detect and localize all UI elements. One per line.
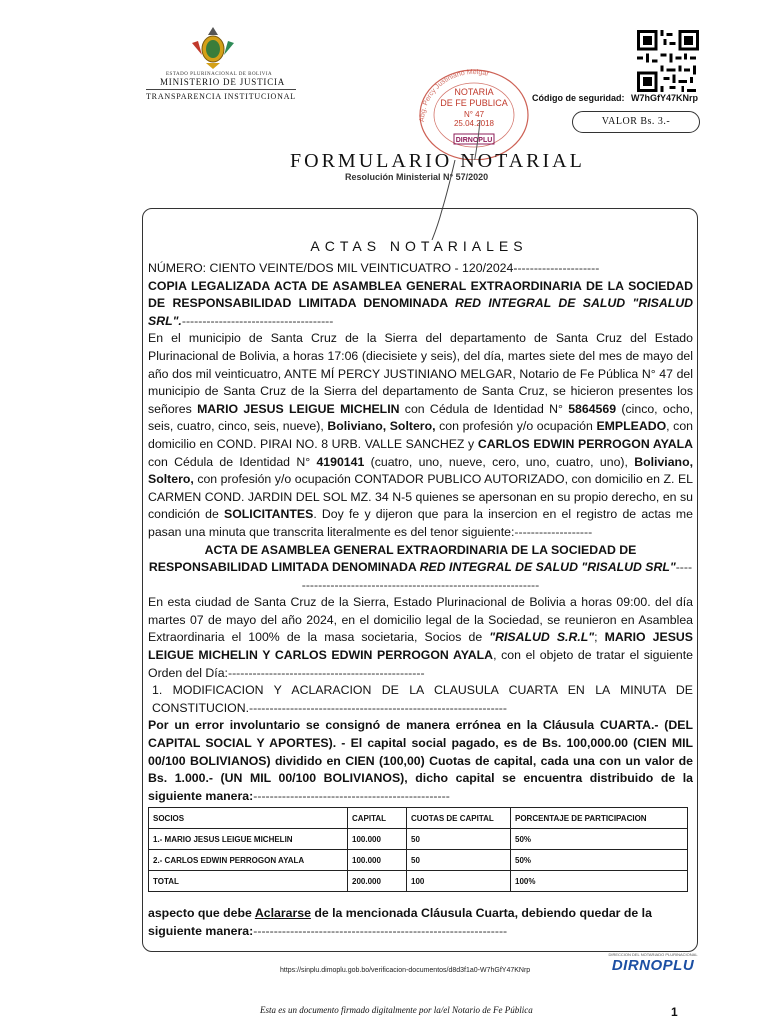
table-cell: 2.- CARLOS EDWIN PERROGON AYALA xyxy=(149,850,348,871)
table-cell: 100% xyxy=(511,871,688,892)
ministry-name: MINISTERIO DE JUSTICIA xyxy=(160,77,286,87)
security-code-value: W7hGfY47KNrp xyxy=(631,93,699,103)
verification-link[interactable]: https://sinplu.dimoplu.gob.bo/verificacion-documentos/d8d3f1a0-W7hGfY47KNrp xyxy=(280,967,531,974)
copia-company: RED INTEGRAL DE SALUD "RISALUD SRL". xyxy=(148,296,693,328)
ci-mario: 5864569 xyxy=(568,401,617,416)
document-heading: ACTAS NOTARIALES xyxy=(310,238,528,254)
paragraph-3: Por un error involuntario se consignó de manera errónea en la Cláusula CUARTA.- (DEL CAPITAL SOCIAL Y APORTES). - El capital social pagado, es de Bs. 100,000.00 (CIEN MIL 00/100 BOLIVIANOS) dividido en CIEN (100,00) Cuotas de capital, cada una con un valor de Bs. 1.000.- (UN MIL 00/100 BOLIVIANOS), dicho capital se encuentra distribuido de la siguiente manera:------------------------------------------------ xyxy=(148,718,693,803)
numero-line: NÚMERO: CIENTO VEINTE/DOS MIL VEINTICUATRO - 120/2024--------------------- xyxy=(148,261,600,275)
resolution: Resolución Ministerial N° 57/2020 xyxy=(345,172,489,182)
paragraph-2: En esta ciudad de Santa Cruz de la Sierra, Estado Plurinacional de Bolivia a horas 09:00. del día martes 07 de mayo del año 2024, en el domicilio legal de la Sociedad, se reunieron en Asamblea Extraordinaria el 100% de la masa societaria, Socios de "RISALUD S.R.L"; MARIO JESUS LEIGUE MICHELIN Y CARLOS EDWIN PERROGON AYALA, con el objeto de tratar el siguiente Orden del Día:------------------------------------------------ xyxy=(148,595,693,680)
stamp-line2: DE FE PUBLICA xyxy=(440,98,508,108)
stamp-line1: NOTARIA xyxy=(454,87,494,97)
document-body xyxy=(148,260,693,805)
paragraph-1: En el municipio de Santa Cruz de la Sierra del departamento de Santa Cruz del Estado Plurinacional de Bolivia, a horas 17:06 (diecisiete y seis), del día, martes siete del mes de mayo del año dos mil veinticuatro, ANTE MÍ PERCY JUSTINIANO MELGAR, Notario de Fe Pública N° 47 del municipio de Santa Cruz de la Sierra del departamento de Santa Cruz, se hicieron presentes los señores MARIO JESUS LEIGUE MICHELIN con Cédula de Identidad N° 5864569 (cinco, ocho, seis, cuatro, cinco, seis, nueve), Boliviano, Soltero, con profesión y/o ocupación EMPLEADO, con domicilio en COND. PIRAI NO. 8 URB. VALLE SANCHEZ y CARLOS EDWIN PERROGON AYALA con Cédula de Identidad N° 4190141 (cuatro, uno, nueve, cero, uno, cuatro, uno), Boliviano, Soltero, con profesión y/o ocupación CONTADOR PUBLICO AUTORIZADO, con domicilio en Z. EL CARMEN COND. JARDIN DEL SOL MZ. 34 N-5 quienes se apersonan en su propio derecho, en su condición de SOLICITANTES. Doy fe y dijeron que para la insercion en el registro de actas me pasan una minuta que transcrita literalmente es del tenor siguiente:------------------- xyxy=(148,331,693,539)
table-cell: 50 xyxy=(407,829,511,850)
table-cell: 100 xyxy=(407,871,511,892)
table-row xyxy=(149,829,688,850)
table-row xyxy=(149,850,688,871)
table-header-row xyxy=(149,808,688,829)
valor-badge: VALOR Bs. 3.- xyxy=(572,111,700,133)
ci-carlos: 4190141 xyxy=(316,454,365,469)
name-carlos: CARLOS EDWIN PERROGON AYALA xyxy=(477,436,693,451)
dirnoplu-name: DIRNOPLU xyxy=(611,957,695,974)
stamp-date: 25.04.2018 xyxy=(453,119,495,128)
copia-prefix: COPIA LEGALIZADA ACTA DE ASAMBLEA GENERAL EXTRAORDINARIA DE LA SOCIEDAD DE RESPONSABILIDAD LIMITADA DENOMINADA xyxy=(148,278,693,311)
table-total-row xyxy=(149,871,688,892)
name-mario: MARIO JESUS LEIGUE MICHELIN xyxy=(197,401,400,416)
form-title: FORMULARIO NOTARIAL xyxy=(290,150,585,172)
header-divider xyxy=(146,89,296,90)
table-cell: 200.000 xyxy=(348,871,407,892)
page-number: 1 xyxy=(671,1005,678,1019)
table-cell: 50% xyxy=(511,829,688,850)
ministry-state-label: ESTADO PLURINACIONAL DE BOLIVIA xyxy=(166,72,273,77)
security-code xyxy=(532,93,698,103)
qr-code-icon xyxy=(636,30,700,92)
table-cell: 50 xyxy=(407,850,511,871)
table-header: PORCENTAJE DE PARTICIPACION xyxy=(511,808,688,829)
ministry-header xyxy=(140,72,310,101)
notary-stamp xyxy=(410,60,538,160)
stamp-line3: N° 47 xyxy=(463,110,485,119)
acta-title: ACTA DE ASAMBLEA GENERAL EXTRAORDINARIA DE LA SOCIEDAD DE RESPONSABILIDAD LIMITADA DENOMINADA RED INTEGRAL DE SALUD "RISALUD SRL"-------------------------------------------------------------- xyxy=(148,542,693,592)
stamp-ring-text: Abg. Percy Justiniano Melgar xyxy=(418,68,490,123)
table-header: SOCIOS xyxy=(149,808,348,829)
numero-text: NÚMERO: CIENTO VEINTE/DOS MIL VEINTICUATRO - 120/2024- xyxy=(148,261,518,275)
coat-of-arms-icon xyxy=(188,25,238,70)
table-cell: TOTAL xyxy=(149,871,348,892)
table-cell: 1.- MARIO JESUS LEIGUE MICHELIN xyxy=(149,829,348,850)
table-header: CUOTAS DE CAPITAL xyxy=(407,808,511,829)
table-header: CAPITAL xyxy=(348,808,407,829)
dirnoplu-logo xyxy=(608,952,698,974)
digital-signature-note: Esta es un documento firmado digitalmente por la/el Notario de Fe Pública xyxy=(260,1005,533,1015)
stamp-badge: DIRNOPLU xyxy=(455,137,493,144)
security-code-label: Código de seguridad: xyxy=(532,93,625,103)
capital-table xyxy=(148,807,688,892)
dirnoplu-small: DIRECCION DEL NOTARIADO PLURINACIONAL xyxy=(608,952,698,957)
transparency-label: TRANSPARENCIA INSTITUCIONAL xyxy=(146,92,296,101)
table-cell: 100.000 xyxy=(348,850,407,871)
copia-title: COPIA LEGALIZADA ACTA DE ASAMBLEA GENERAL EXTRAORDINARIA DE LA SOCIEDAD DE RESPONSABILIDAD LIMITADA DENOMINADA RED INTEGRAL DE SALUD "RISALUD SRL".------------------------------------- xyxy=(148,278,693,328)
table-cell: 100.000 xyxy=(348,829,407,850)
table-cell: 50% xyxy=(511,850,688,871)
agenda-item-1: 1. MODIFICACION Y ACLARACION DE LA CLAUSULA CUARTA EN LA MINUTA DE CONSTITUCION.--------------------------------------------------------------- xyxy=(152,683,693,715)
paragraph-4: aspecto que debe Aclararse de la mencionada Cláusula Cuarta, debiendo quedar de la siguiente manera:-------------------------------------------------------------- xyxy=(148,906,652,938)
